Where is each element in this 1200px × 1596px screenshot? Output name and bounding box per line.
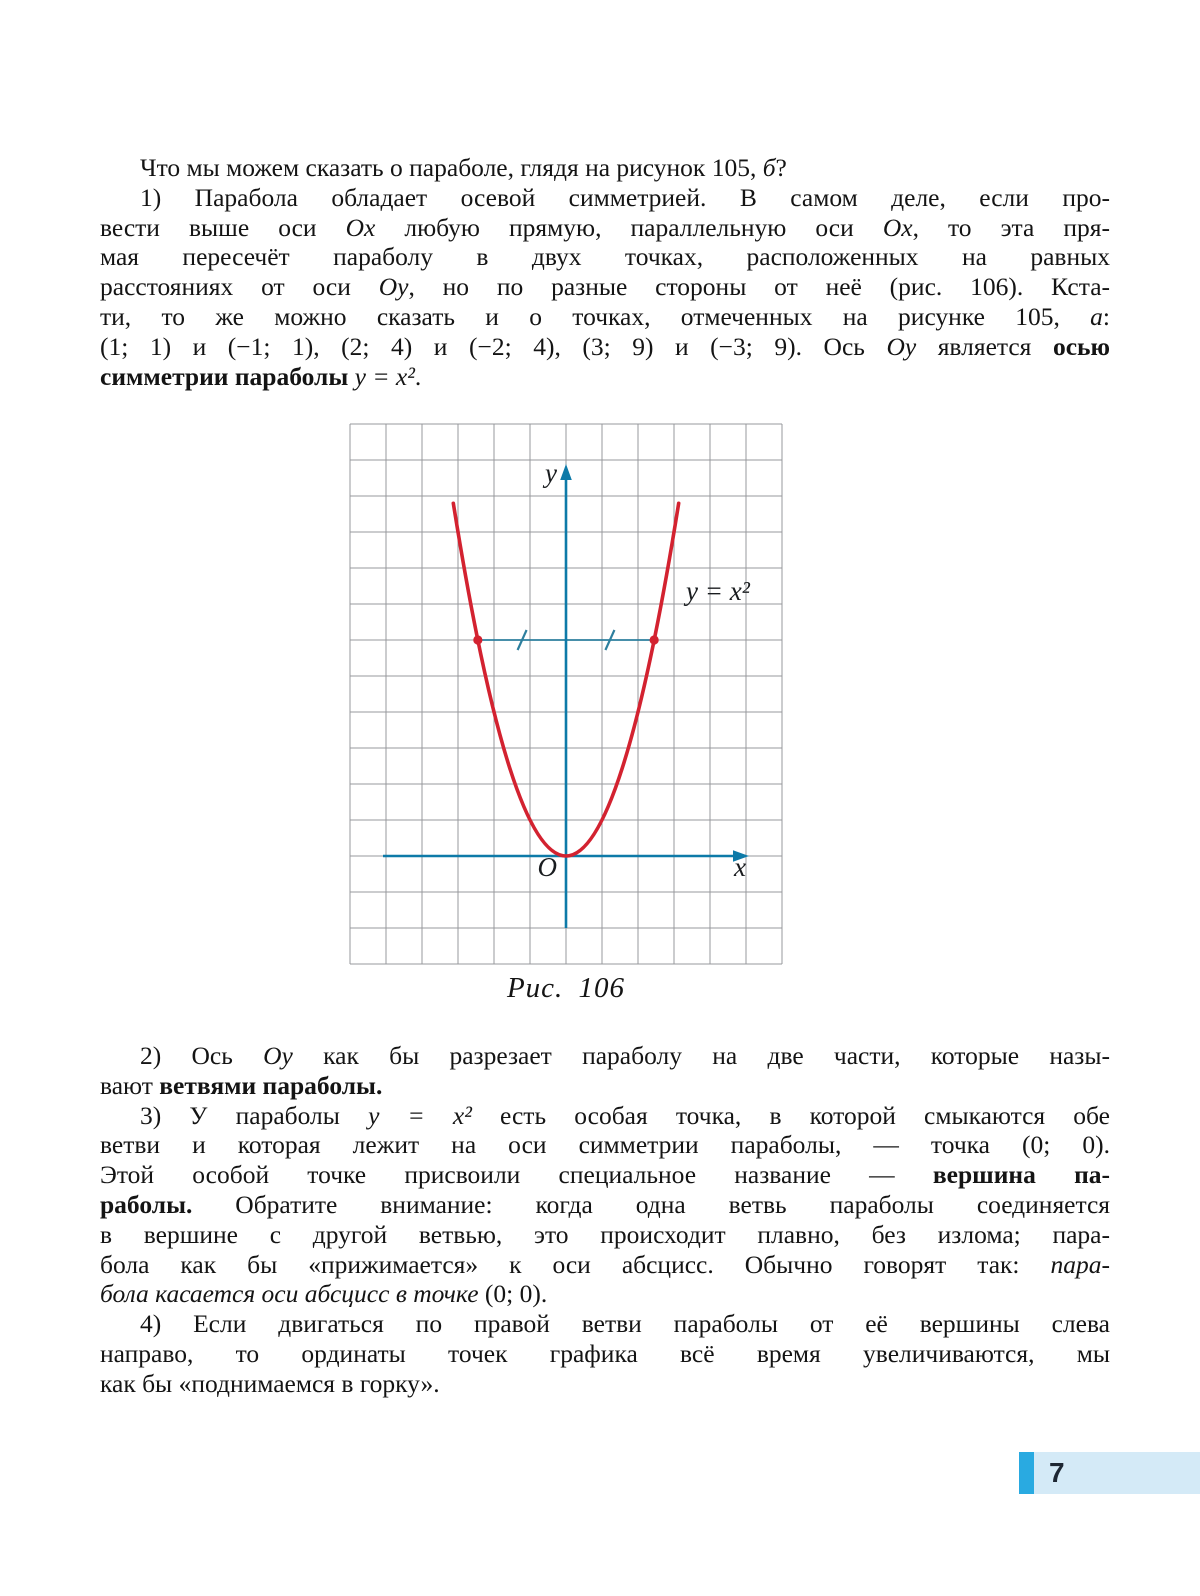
- text-line: 3) У параболы y = x² есть особая точка, в которой смыкаются обе: [140, 1100, 1110, 1130]
- text-line: ветви и которая лежит на оси симметрии параболы, — точка (0; 0).: [100, 1130, 1110, 1160]
- text-line: вести выше оси Ox любую прямую, параллельную оси Ox, то эта пря-: [100, 212, 1110, 242]
- text-line: расстояниях от оси Oy, но по разные стороны от неё (рис. 106). Кста-: [100, 272, 1111, 302]
- text-line: как бы «поднимаемся в горку».: [100, 1368, 440, 1398]
- text-line: ти, то же можно сказать и о точках, отмеченных на рисунке 105, а:: [100, 301, 1110, 331]
- text-line: бола касается оси абсцисс в точке (0; 0).: [100, 1279, 548, 1309]
- figure-caption: Рис. 106: [506, 972, 626, 1004]
- page-number-badge: [1019, 1452, 1200, 1494]
- text-line: симметрии параболы y = x².: [100, 361, 422, 391]
- figure-106: [349, 423, 783, 965]
- equation-label: y = x²: [686, 576, 750, 606]
- text-line: в вершине с другой ветвью, это происходит плавно, без излома; пара-: [100, 1219, 1110, 1249]
- paragraph-block-top: [100, 153, 1110, 391]
- text-line: раболы. Обратите внимание: когда одна ветвь параболы соединяется: [100, 1189, 1110, 1219]
- text-line: мая пересечёт параболу в двух точках, расположенных на равных: [100, 242, 1110, 272]
- text-line: (1; 1) и (−1; 1), (2; 4) и (−2; 4), (3; 9) и (−3; 9). Ось Oy является осью: [100, 331, 1110, 361]
- paragraph-block-bottom: [100, 1041, 1110, 1399]
- axes-group: [383, 464, 749, 928]
- text-line: направо, то ординаты точек графика всё время увеличиваются, мы: [100, 1338, 1110, 1368]
- x-axis-label: x: [734, 852, 746, 882]
- origin-label: O: [537, 852, 557, 882]
- y-axis-label: y: [545, 458, 557, 488]
- figure-svg: [349, 423, 783, 965]
- text-line: 1) Парабола обладает осевой симметрией. В самом деле, если про-: [140, 182, 1110, 212]
- text-line: 2) Ось Oy как бы разрезает параболу на две части, которые назы-: [140, 1041, 1110, 1070]
- text-line: бола как бы «прижимается» к оси абсцисс. Обычно говорят так: пара-: [100, 1249, 1110, 1279]
- text-line: вают ветвями параболы.: [100, 1070, 383, 1100]
- text-line: 4) Если двигаться по правой ветви параболы от её вершины слева: [140, 1309, 1110, 1339]
- badge-accent-bar: [1019, 1452, 1034, 1494]
- text-line: Этой особой точке присвоили специальное название — вершина па-: [100, 1160, 1110, 1190]
- text-line: Что мы можем сказать о параболе, глядя на рисунок 105, б?: [140, 153, 787, 182]
- page-number: 7: [1034, 1452, 1200, 1494]
